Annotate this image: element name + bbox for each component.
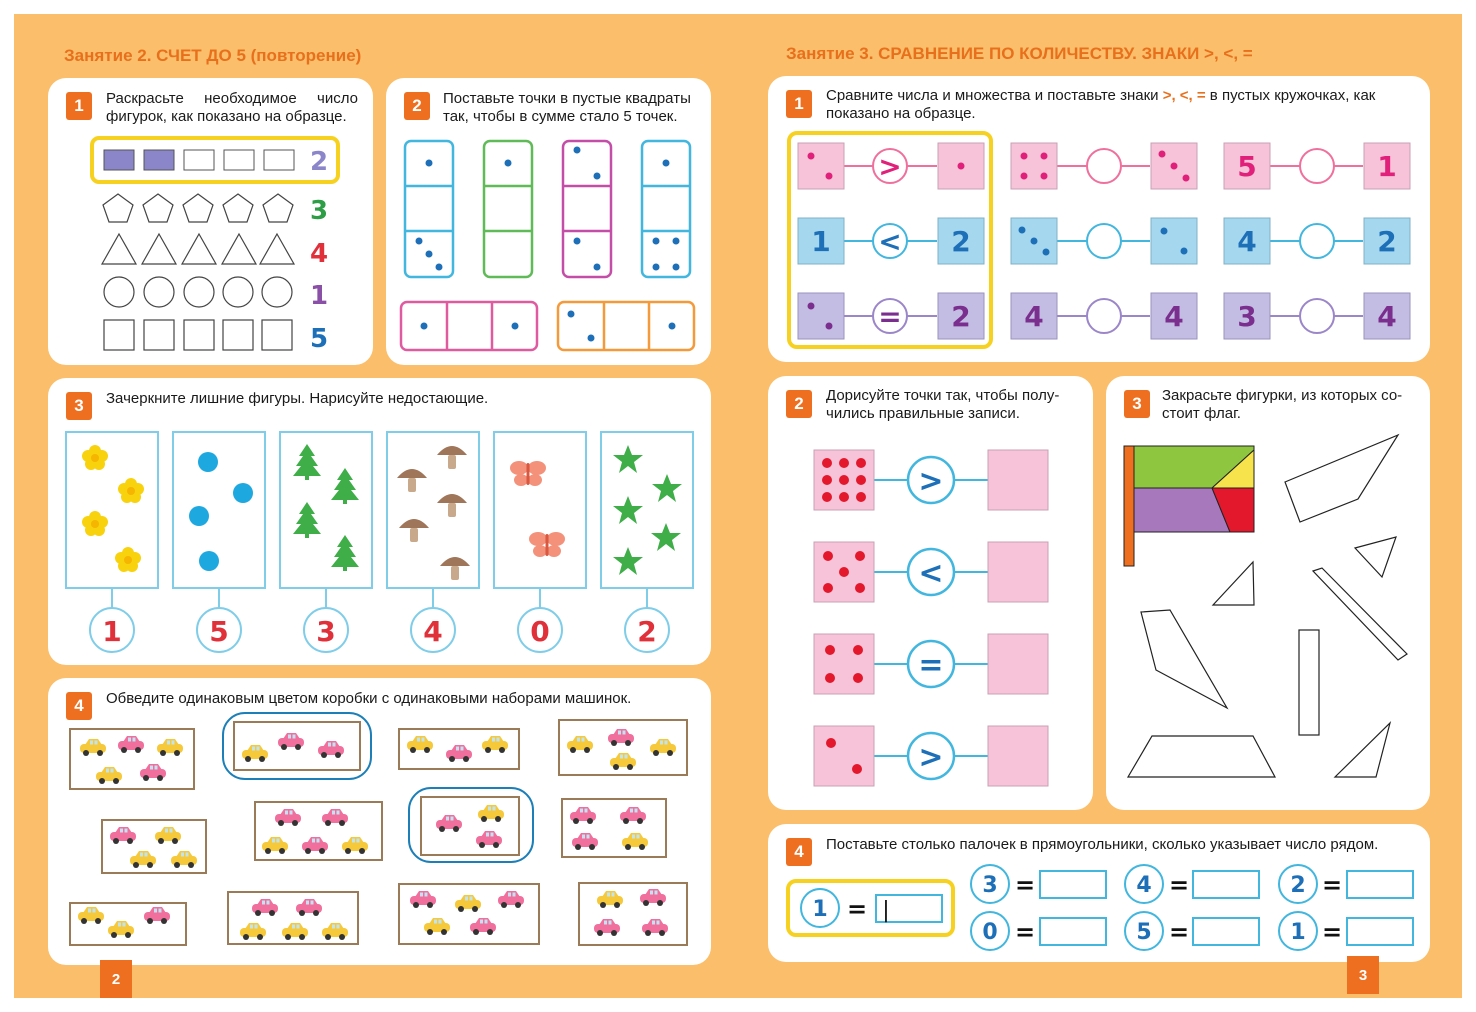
task2-text: Поставьте точки в пустые квадраты так, чтобы в сумме стало 5 точек. (443, 90, 691, 125)
r-task3-text: Закрасьте фигурки, из которых со-стоит флаг. (1162, 387, 1403, 422)
r4-num-1: 4 (1136, 873, 1152, 898)
cmp-2-b: 2 (951, 300, 971, 333)
task3-text: Зачеркните лишние фигуры. Нарисуйте недостающие. (106, 390, 489, 407)
task3-num-5: 2 (637, 615, 657, 648)
dice-op-0: > (918, 464, 944, 499)
task2-dominoes (401, 141, 694, 350)
r4-num-4: 5 (1136, 920, 1152, 945)
butterflies (510, 461, 565, 557)
dice-ops (918, 464, 943, 775)
mushrooms (397, 446, 470, 580)
flowers (82, 445, 144, 572)
task4-badge: 4 (66, 692, 92, 720)
r-task1-text-b: в пустых кружочках, как показано на образце. (826, 87, 1376, 122)
r4-eq-1: = (1168, 871, 1190, 899)
task2-badge: 2 (404, 92, 430, 120)
task2-dots (416, 147, 680, 342)
r4-eq-0: = (1014, 871, 1036, 899)
dice-op-3: > (918, 740, 944, 775)
r4-example-num: 1 (812, 897, 828, 922)
task1-text: Раскрасьте необходимое число фигурок, как показано на образце. (106, 90, 358, 125)
dice-rows (814, 450, 1048, 786)
sample-op-2: = (878, 300, 902, 333)
cmp-1-a: 1 (811, 225, 831, 258)
lesson-3-title: Занятие 3. СРАВНЕНИЕ ПО КОЛИЧЕСТВУ. ЗНАКИ >, <, = (786, 44, 1253, 63)
r4-num-0: 3 (982, 873, 998, 898)
r-task3-badge: 3 (1124, 390, 1150, 418)
task3-badge: 3 (66, 392, 92, 420)
task3-num-2: 3 (316, 615, 336, 648)
lesson-2-title: Занятие 2. СЧЕТ ДО 5 (повторение) (64, 46, 362, 65)
r-task2-text: Дорисуйте точки так, чтобы полу-чились правильные записи. (826, 387, 1060, 422)
row-count-circle: 1 (309, 281, 329, 311)
page-number-right: 3 (1347, 956, 1379, 994)
dice-op-2: = (918, 648, 944, 683)
r4-num-2: 2 (1290, 873, 1306, 898)
r-task4-badge: 4 (786, 838, 812, 866)
task3-numbers (102, 615, 656, 648)
task3-num-4: 0 (530, 615, 550, 648)
cmp-1-e: 4 (1237, 225, 1257, 258)
cmp-2-f: 4 (1377, 300, 1397, 333)
r4-eq-3: = (1014, 918, 1036, 946)
r4-eq-2: = (1321, 871, 1343, 899)
trees (293, 444, 359, 571)
task4-text: Обведите одинаковым цветом коробки с одинаковыми наборами машинок. (106, 690, 632, 707)
task3-num-0: 1 (102, 615, 122, 648)
r-task1-text-a: Сравните числа и множества и поставьте знаки (826, 87, 1163, 104)
r-task2-badge: 2 (786, 390, 812, 418)
task3-num-3: 4 (423, 615, 443, 648)
sample-op-1: < (878, 225, 902, 258)
cmp-2-c: 4 (1024, 300, 1044, 333)
cmp-0-e: 5 (1237, 150, 1257, 183)
task1-figures (92, 138, 338, 354)
cmp-2-e: 3 (1237, 300, 1257, 333)
row-count-rect: 2 (309, 147, 329, 177)
dice-op-1: < (918, 556, 944, 591)
row-count-triangle: 4 (309, 239, 329, 269)
row-count-pentagon: 3 (309, 196, 329, 226)
page-number-left: 2 (100, 960, 132, 998)
cmp-1-f: 2 (1377, 225, 1397, 258)
task3-num-1: 5 (209, 615, 229, 648)
blue-dots (189, 452, 253, 571)
flag (1124, 446, 1254, 566)
task3-boxes (66, 432, 693, 652)
sample-op-0: > (878, 150, 902, 183)
stars (613, 445, 682, 575)
r4-example-eq: = (846, 895, 868, 923)
r4-num-5: 1 (1290, 920, 1306, 945)
r-task1-signs: >, <, = (1162, 87, 1206, 104)
r-task4-text: Поставьте столько палочек в прямоугольники, сколько указывает число рядом. (826, 836, 1379, 853)
r4-eq-5: = (1321, 918, 1343, 946)
r4-num-3: 0 (982, 920, 998, 945)
cmp-1-b: 2 (951, 225, 971, 258)
row-count-square: 5 (309, 324, 329, 354)
cmp-2-d: 4 (1164, 300, 1184, 333)
r4-example-answer: | (882, 898, 890, 923)
cars (78, 729, 676, 940)
task1-badge: 1 (66, 92, 92, 120)
cmp-0-f: 1 (1377, 150, 1397, 183)
r-task1-badge: 1 (786, 90, 812, 118)
r4-eq-4: = (1168, 918, 1190, 946)
